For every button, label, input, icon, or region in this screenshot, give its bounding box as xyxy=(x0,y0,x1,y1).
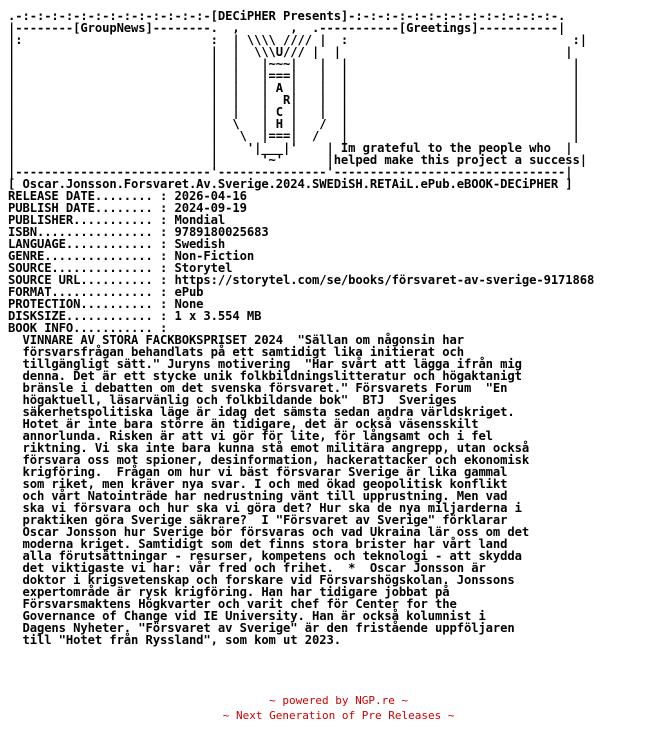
nfo-line: praktiken göra Sverige säkrare? I "Försvaret av Sverige" förklarar xyxy=(8,513,508,527)
nfo-line: SOURCE.............. : Storytel xyxy=(8,261,233,275)
nfo-line: Hotet är inte bara större än tidigare, det är också väsensskilt xyxy=(8,417,479,431)
nfo-line: | | | \\\U/// | | | xyxy=(8,45,573,59)
nfo-line: | | | | A | | | | xyxy=(8,81,580,95)
nfo-line: PROTECTION.......... : None xyxy=(8,297,204,311)
nfo-line: ISBN................ : 9789180025683 xyxy=(8,225,269,239)
nfo-line: [ Oscar.Jonsson.Forsvaret.Av.Sverige.2024.SWEDiSH.RETAiL.ePub.eBOOK-DECiPHER ] xyxy=(8,177,573,191)
nfo-line: ska vi försvara och hur ska vi göra det? Hur ska de nya miljarderna i xyxy=(8,501,522,515)
nfo-line: | | \ |===| / | | xyxy=(8,129,580,143)
nfo-line: expertområde är rysk krigföring. Han har tidigare jobbat på xyxy=(8,585,450,599)
nfo-line: försvarsfrågan behandlats på ett samtidigt lika initierat och xyxy=(8,345,464,359)
nfo-line: |--------[GroupNews]--------. , , .-----------[Greetings]-----------| xyxy=(8,21,566,35)
nfo-line: | | '~' |helped make this project a success| xyxy=(8,153,588,167)
nfo-line: Oscar Jonsson hur Sverige bör försvaras och vad Ukraina lär oss om det xyxy=(8,525,530,539)
nfo-line: riktning. Vi ska inte bara kunna stå emot militära angrepp, utan också xyxy=(8,441,530,455)
nfo-line: till "Hotet från Ryssland", som kom ut 2023. xyxy=(8,633,341,647)
nfo-line: PUBLISH DATE........ : 2024-09-19 xyxy=(8,201,247,215)
nfo-line: |: : | \\\\ //// | : :| xyxy=(8,33,588,47)
nfo-line: försvara oss mot spioner, desinformation, hackerattacker och ekonomisk xyxy=(8,453,530,467)
nfo-line: | | | | R| | | | xyxy=(8,93,580,107)
nfo-line: moderna kriget. Samtidigt som det finns stora brister har vårt land xyxy=(8,537,508,551)
nfo-line: säkerhetspolitiska läge är idag det sämsta sedan andra världskriget. xyxy=(8,405,515,419)
nfo-line: | | | |~~~| | | | xyxy=(8,57,580,71)
nfo-line: LANGUAGE............ : Swedish xyxy=(8,237,226,251)
nfo-line: RELEASE DATE........ : 2026-04-16 xyxy=(8,189,247,203)
nfo-text xyxy=(8,10,594,646)
nfo-line: alla förutsättningar - resurser, kompetens och teknologi - att skydda xyxy=(8,549,522,563)
nfo-line: Governance of Change vid IE University. Han är också kolumnist i xyxy=(8,609,486,623)
nfo-line: tillgängligt sätt." Juryns motivering "Har svårt att lägga ifrån mig xyxy=(8,357,522,371)
nfo-line: krigföring. Frågan om hur vi bäst försvarar Sverige är lika gammal xyxy=(8,465,508,479)
footer-line-2: ~ Next Generation of Pre Releases ~ xyxy=(222,709,455,722)
nfo-line: SOURCE URL.......... : https://storytel.com/se/books/försvaret-av-sverige-9171868 xyxy=(8,273,595,287)
nfo-line: det viktigaste vi har: vår fred och frihet. * Oscar Jonsson är xyxy=(8,561,486,575)
nfo-line: som riket, men kräver nya svar. I och med ökad geopolitisk konflikt xyxy=(8,477,508,491)
nfo-line: VINNARE AV STORA FACKBOKSPRISET 2024 "Sällan om någonsin har xyxy=(8,333,464,347)
nfo-line: | | '|___|' | Im grateful to the people who | xyxy=(8,141,573,155)
nfo-line: Dagens Nyheter. "Försvaret av Sverige" är den fristående uppföljaren xyxy=(8,621,515,635)
nfo-line: |---------------------------'---------------'--------------------------------| xyxy=(8,165,573,179)
footer-line-1: ~ powered by NGP.re ~ xyxy=(269,694,409,707)
nfo-line: | | | |===| | | | xyxy=(8,69,580,83)
nfo-line: GENRE............... : Non-Fiction xyxy=(8,249,255,263)
nfo-line: högaktuell, läsarvänlig och folkbildande bok" BTJ Sveriges xyxy=(8,393,457,407)
nfo-line: BOOK INFO........... : xyxy=(8,321,168,335)
nfo-line: denna. Det är ett stycke unik folkbildningslitteratur och högaktanigt xyxy=(8,369,522,383)
nfo-line: PUBLISHER........... : Mondial xyxy=(8,213,226,227)
nfo-line: och vårt Natointräde har nedrustning vänt till upprustning. Men vad xyxy=(8,489,508,503)
nfo-line: .-:-:-:-:-:-:-:-:-:-:-:-:-:-[DECiPHER Presents]-:-:-:-:-:-:-:-:-:-:-:-:-:-:-. xyxy=(8,9,566,23)
nfo-line: | | | | C | | | | xyxy=(8,105,580,119)
nfo-line: annorlunda. Risken är att vi gör för lite, för långsamt och i fel xyxy=(8,429,493,443)
nfo-line: Försvarsmaktens Högkvarter och varit chef för Center for the xyxy=(8,597,457,611)
nfo-line: doktor i krigsvetenskap och forskare vid Försvarshögskolan. Jonssons xyxy=(8,573,515,587)
nfo-line: FORMAT.............. : ePub xyxy=(8,285,204,299)
footer-tagline xyxy=(0,695,664,723)
nfo-line: | | \ | H | / | | xyxy=(8,117,580,131)
nfo-line: DISKSIZE............ : 1 x 3.554 MB xyxy=(8,309,262,323)
nfo-line: bränsle i debatten om det svenska försvaret." Försvarets Forum "En xyxy=(8,381,508,395)
